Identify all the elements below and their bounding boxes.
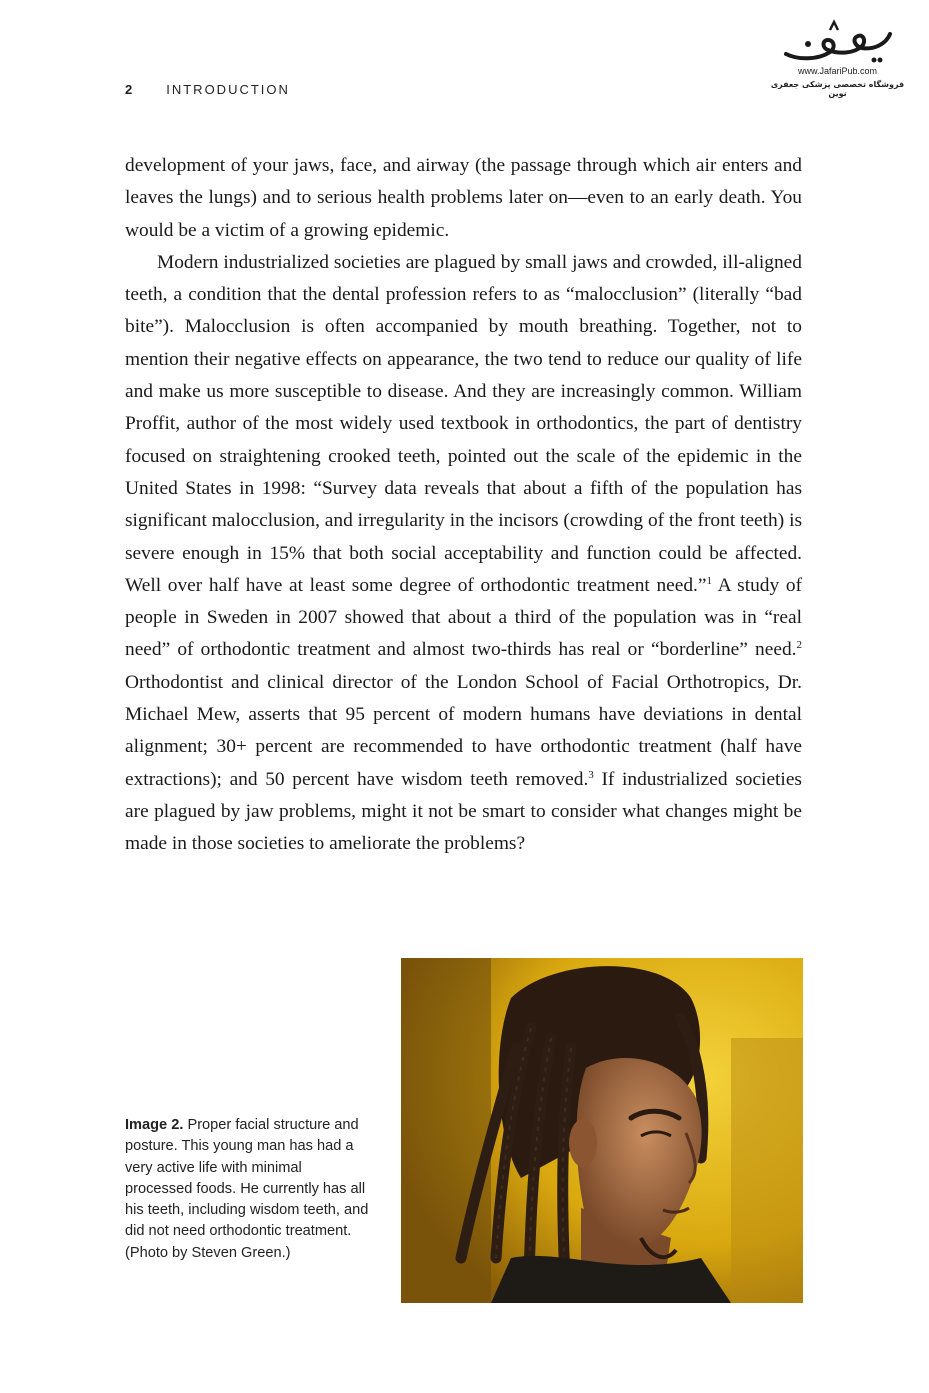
portrait-illustration: [401, 958, 803, 1303]
publisher-logo: [770, 16, 905, 108]
paragraph-2-part-b: A study of people in Sweden in 2007 showed that about a third of the population was in “real need” of orthodontic treatment and almost two-thirds has real or “borderline” need.: [125, 574, 803, 661]
footnote-ref-1: 1: [706, 574, 712, 587]
image-caption: [125, 1115, 370, 1264]
paragraph-2-part-a: Modern industrialized societies are plagued by small jaws and crowded, ill-aligned teeth, a condition that the dental profession refers to as “malocclusion” (literally “bad bite”). Malocclusion is often accompanied by mouth breathing. Together, not to mention their negative effects on appearance, the two tend to reduce our quality of life and make us more susceptible to disease. And they are increasingly common. William Proffit, author of the most widely used textbook in orthodontics, the part of dentistry focused on straightening crooked teeth, pointed out the scale of the epidemic in the United States in 1998: “Survey data reveals that about a fifth of the population has significant malocclusion, and irregularity in the incisors (crowding of the front teeth) is severe enough in 15% that both social acceptability and function could be affected. Well over half have at least some degree of orthodontic treatment need.”: [125, 251, 802, 596]
publisher-url: www.JafariPub.com: [797, 66, 878, 76]
paragraph-2-part-d: If industrialized societies are plagued by jaw problems, might it not be smart to consider what changes might be made in those societies to ameliorate the problems?: [125, 768, 802, 855]
body-text: [125, 150, 802, 861]
section-title: INTRODUCTION: [166, 82, 290, 97]
paragraph-1: development of your jaws, face, and airway (the passage through which air enters and leaves the lungs) and to serious health problems later on—even to an early death. You would be a victim of a growing epidemic.: [125, 155, 802, 241]
paragraph-2: [125, 247, 802, 861]
paragraph-2-part-c: Orthodontist and clinical director of the London School of Facial Orthotropics, Dr. Michael Mew, asserts that 95 percent of modern humans have deviations in dental alignment; 30+ percent are recommended to have orthodontic treatment (half have extractions); and 50 percent have wisdom teeth removed.: [125, 671, 802, 790]
publisher-logo-mark: [778, 16, 898, 66]
publisher-tagline: فروشگاه تخصصی پزشکی جعفری نوین: [770, 80, 905, 98]
caption-text: Proper facial structure and posture. This young man has had a very active life with minimal processed foods. He currently has all his teeth, including wisdom teeth, and did not need orthodontic treatment. (Photo by Steven Green.): [125, 1117, 369, 1261]
footnote-ref-2: 2: [796, 639, 802, 652]
footnote-ref-3: 3: [588, 768, 594, 781]
portrait-photo: [401, 958, 803, 1303]
caption-label: Image 2.: [125, 1117, 184, 1133]
page-number: 2: [125, 82, 133, 97]
running-header: [125, 82, 290, 97]
